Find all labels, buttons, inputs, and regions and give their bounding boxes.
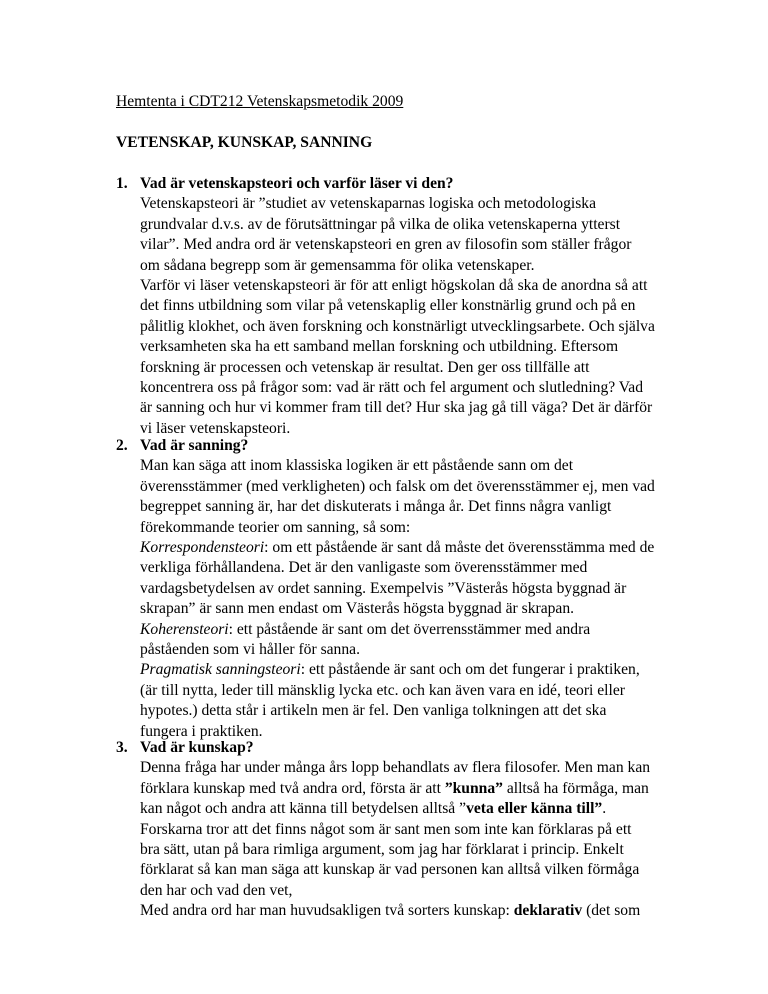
text-run: förklara kunskap med två andra ord, första är att (140, 779, 445, 797)
body-line: verksamheten ska ha ett samband mellan forskning och utbildning. Eftersom (140, 338, 619, 356)
body-line: förklarat så kan man säga att kunskap är vad personen kan alltså vilken förmåga (140, 861, 640, 879)
body-line: vi läser vetenskapsteori. (140, 419, 291, 437)
body-line: det finns utbildning som vilar på vetenskaplig eller konstnärlig grund och på en (140, 297, 636, 315)
term-pragmatisk-sanningsteori: Pragmatisk sanningsteori (140, 661, 301, 679)
question-number: 1. (116, 175, 128, 192)
question-heading: Vad är vetenskapsteori och varför läser vi den? (140, 175, 454, 192)
body-line: Man kan säga att inom klassiska logiken är ett påstående sann om det (140, 457, 574, 475)
body-line: begreppet sanning är, har det diskuterats i många år. Det finns några vanligt (140, 498, 612, 516)
body-line: forskning är processen och vetenskap är resultat. Den ger oss tillfälle att (140, 358, 590, 376)
text-run: kan något och andra att känna till betydelsen alltså ” (140, 800, 467, 818)
document-title: VETENSKAP, KUNSKAP, SANNING (116, 134, 373, 151)
body-line: överensstämmer (med verkligheten) och falsk om det överensstämmer ej, men vad (140, 477, 655, 495)
body-line: Forskarna tror att det finns något som är sant men som inte kan förklaras på ett (140, 820, 632, 838)
body-line (140, 779, 660, 799)
question-1 (116, 174, 660, 439)
emphasis-veta: veta eller känna till” (466, 800, 603, 818)
body-line: skrapan” är sann men endast om Västerås högsta byggnad är skrapan. (140, 600, 575, 618)
body-line: Vetenskapsteori är ”studiet av vetenskaparnas logiska och metodologiska (140, 195, 596, 213)
body-line: koncentrera oss på frågor som: vad är rätt och fel argument och slutledning? Vad (140, 379, 644, 397)
body-line: hypotes.) detta står i artikeln men är fel. Den vanliga tolkningen att det ska (140, 702, 607, 720)
body-line: bra sätt, utan på bara rimliga argument, som jag har förklarat i princip. Enkelt (140, 841, 624, 859)
body-line: vardagsbetydelsen av ordet sanning. Exempelvis ”Västerås högsta byggnad är (140, 579, 627, 597)
question-heading: Vad är kunskap? (140, 739, 254, 756)
question-2 (116, 436, 660, 742)
body-line: grundvalar d.v.s. av de förutsättningar på vilka de olika vetenskaperna ytterst (140, 215, 621, 233)
body-line (140, 660, 660, 680)
term-definition: : om ett påstående är sant då måste det överensstämma med de (264, 539, 655, 557)
term-korrespondensteori: Korrespondensteori (140, 539, 265, 557)
term-koherensteori: Koherensteori (140, 620, 229, 638)
document-header: Hemtenta i CDT212 Vetenskapsmetodik 2009 (116, 93, 404, 110)
body-line: pålitlig klokhet, och även forskning och konstnärligt utvecklingsarbete. Och själva (140, 317, 655, 335)
text-run: Med andra ord har man huvudsakligen två sorters kunskap: (140, 902, 514, 920)
body-line (140, 901, 660, 921)
text-run: (det som (582, 902, 641, 920)
body-line: (är till nytta, leder till mänsklig lycka etc. och kan även vara en idé, teori eller (140, 681, 625, 699)
body-line: Denna fråga har under många års lopp behandlats av flera filosofer. Men man kan (140, 759, 651, 777)
body-line: Varför vi läser vetenskapsteori är för att enligt högskolan då ska de anordna så att (140, 277, 648, 295)
emphasis-kunna: ”kunna” (444, 779, 503, 797)
question-number: 2. (116, 437, 128, 454)
text-run: alltså ha förmåga, man (502, 779, 649, 797)
term-definition: : ett påstående är sant om det överrensstämmer med andra (228, 620, 591, 638)
body-line (140, 620, 660, 640)
term-definition: : ett påstående är sant och om det fungerar i praktiken, (300, 661, 640, 679)
body-line: förekommande teorier om sanning, så som: (140, 518, 411, 536)
body-line: verkliga förhållandena. Det är den vanligaste som överensstämmer med (140, 559, 588, 577)
body-line: fungera i praktiken. (140, 722, 263, 740)
question-number: 3. (116, 739, 128, 756)
body-line: om sådana begrepp som är gemensamma för olika vetenskaper. (140, 256, 535, 274)
body-line (140, 799, 660, 819)
body-line (140, 538, 660, 558)
body-line: påståenden som vi håller för sanna. (140, 641, 360, 659)
body-line: vilar”. Med andra ord är vetenskapsteori en gren av filosofin som ställer frågor (140, 236, 632, 254)
emphasis-deklarativ: deklarativ (513, 902, 583, 920)
question-3 (116, 738, 660, 922)
text-run: . (602, 800, 607, 818)
body-line: den har och vad den vet, (140, 881, 293, 899)
question-heading: Vad är sanning? (140, 437, 249, 454)
body-line: är sanning och hur vi kommer fram till det? Hur ska jag gå till väga? Det är därför (140, 399, 653, 417)
